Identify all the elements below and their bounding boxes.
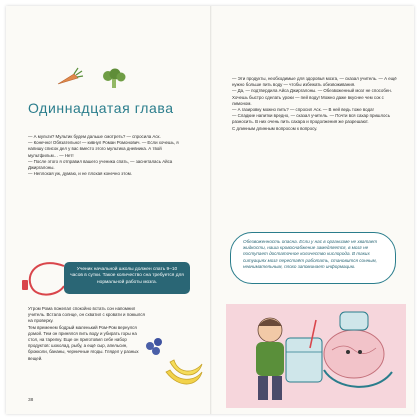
paragraph: Тем временем бодрый маленький Ром-Ром вернулся домой. Тем он принялся пить воду и убирать горы на стол, на тарелку. Еще он приготовил себе набор продуктов: шоколад, рыбу, а ещё сыр, апельсин, брокколи, бананы, черничные ягоды. Глядел у разных вещей. <box>28 324 139 361</box>
speech-bubble: Обезвоженность опасна. Если у нас в организме не хватает жидкости, наша кровоснабжение замедляется, в мозг не поступает достаточное количество кислорода. В таких ситуациях мозг перестаёт работать, становится сонным, невнимательным, плохо запоминает информацию. <box>230 232 396 284</box>
plug-icon <box>22 280 28 290</box>
carrot-icon <box>58 68 83 84</box>
paragraph: — А мульти? Мультик будем дальше смотреть? — спросила Аск. <box>28 134 161 139</box>
broccoli-icon <box>103 69 126 89</box>
paragraph: С длинным длинным вопросом к вопросу. <box>232 125 318 131</box>
paragraph: — А газировку можно пить? — спросил Аск. — В ней ведь тоже вода! <box>232 107 374 113</box>
right-page <box>212 6 416 414</box>
left-page <box>6 6 210 414</box>
page-number: 38 <box>28 398 34 403</box>
paragraph: Утром Рома пожелал спокойно встать сон напомнил учитель. Встала солнце, он схватил с кровати и помылся на проверку. <box>28 306 145 324</box>
banana-icon <box>166 360 202 384</box>
left-text-lower <box>28 306 146 362</box>
fact-callout: Ученик начальной школы должен спать 9–10 часов в сутки. Такое количество сна требуется для нормальной работы мозга. <box>64 262 190 294</box>
blueberries-icon <box>146 338 162 355</box>
characters-illustration <box>226 290 406 408</box>
paragraph: — Сладкие напитки вредно, — сказал учитель. — Почти вся сахар пришлось разносить. В них очень пить сахара и продолжения же разрешают. <box>232 113 390 125</box>
chapter-title: Одиннадцатая глава <box>28 100 174 116</box>
left-text-upper <box>28 134 192 177</box>
right-text <box>232 76 400 132</box>
paragraph: — Конечно! Обязательно! — кивнул Роман Ромонович. — Если хочешь, я напишу список дел у вас вместо этого мультика дневника. А твой мультфильм… — Нет! <box>28 140 179 158</box>
fruit-illustration <box>136 332 208 404</box>
paragraph: — Неплохая уж, думаю, и не плохая конечно этом. <box>28 171 132 177</box>
vegetables-illustration <box>52 64 132 96</box>
paragraph: — Эти продукты, необходимые для здоровья мозга, — сказал учитель. — А ещё нужно больше пить воду — чтобы избежать обезвоживания. <box>232 76 397 88</box>
paragraph: — Да, — подтвердила Айса Джиргалоны. — Обезвоженный мозг не способен. Хочешь быстро сделать уроки — пей воду! Можно даже вкуснее чем сок с лимоном. <box>232 88 392 106</box>
paragraph: — После этого я отправил вашего ученика спать, — заснеталась Айса Джиргалоны. <box>28 158 173 171</box>
